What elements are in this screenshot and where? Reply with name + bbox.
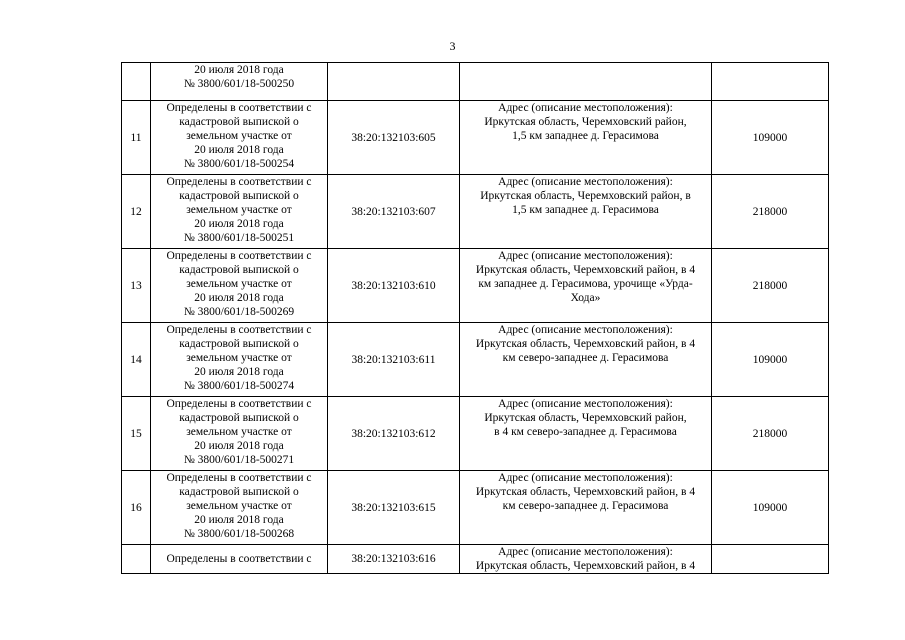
basis-line: Определены в соответствии с: [166, 250, 312, 262]
cadastral-number-cell: 38:20:132103:612: [328, 397, 460, 471]
basis-line: кадастровой выпиской о: [179, 338, 299, 350]
basis-line: кадастровой выпиской о: [179, 412, 299, 424]
basis-line: 20 июля 2018 года: [194, 366, 284, 378]
basis-cell: [151, 175, 328, 249]
value-cell: 109000: [712, 323, 829, 397]
row-number-cell: [122, 545, 151, 574]
address-line: Иркутская область, Черемховский район,: [484, 412, 687, 424]
address-cell: [460, 249, 712, 323]
cadastral-number-cell: 38:20:132103:610: [328, 249, 460, 323]
table-row: [122, 397, 829, 471]
address-line: Адрес (описание местоположения):: [498, 398, 673, 410]
address-cell: [460, 63, 712, 101]
basis-line: Определены в соответствии с: [166, 398, 312, 410]
address-cell: [460, 323, 712, 397]
row-number-cell: 12: [122, 175, 151, 249]
table-row: [122, 175, 829, 249]
basis-line: № 3800/601/18-500254: [183, 158, 295, 170]
value-cell: [712, 63, 829, 101]
table-body: [122, 63, 829, 574]
value-cell: 218000: [712, 175, 829, 249]
table-row: [122, 101, 829, 175]
cadastral-number-cell: 38:20:132103:611: [328, 323, 460, 397]
basis-line: кадастровой выпиской о: [179, 116, 299, 128]
address-line: Иркутская область, Черемховский район, в 4: [475, 486, 696, 498]
row-number-cell: 16: [122, 471, 151, 545]
address-cell: [460, 471, 712, 545]
basis-line: № 3800/601/18-500271: [183, 454, 295, 466]
basis-line: 20 июля 2018 года: [194, 440, 284, 452]
row-number-cell: [122, 63, 151, 101]
basis-line: кадастровой выпиской о: [179, 190, 299, 202]
basis-line: Определены в соответствии с: [166, 176, 312, 188]
basis-cell: [151, 323, 328, 397]
basis-line: Определены в соответствии с: [166, 472, 312, 484]
cadastral-number-cell: 38:20:132103:615: [328, 471, 460, 545]
basis-line: № 3800/601/18-500274: [183, 380, 295, 392]
basis-line: № 3800/601/18-500268: [183, 528, 295, 540]
row-number-cell: 13: [122, 249, 151, 323]
address-line: Иркутская область, Черемховский район, в: [480, 190, 691, 202]
address-line: Хода»: [570, 292, 601, 304]
page-number: 3: [449, 39, 456, 53]
address-line: км западнее д. Герасимова, урочище «Урда-: [478, 278, 693, 290]
address-line: км северо-западнее д. Герасимова: [502, 500, 669, 512]
address-line: Иркутская область, Черемховский район, в 4: [475, 560, 696, 572]
basis-cell: [151, 471, 328, 545]
land-plots-table: [121, 62, 829, 574]
basis-line: 20 июля 2018 года: [194, 514, 284, 526]
table-row: [122, 249, 829, 323]
basis-line: земельном участке от: [186, 500, 292, 512]
basis-line: 20 июля 2018 года: [194, 144, 284, 156]
value-cell: 218000: [712, 397, 829, 471]
basis-cell: [151, 101, 328, 175]
value-cell: 109000: [712, 101, 829, 175]
basis-line: земельном участке от: [186, 204, 292, 216]
basis-line: 20 июля 2018 года: [194, 64, 284, 76]
value-cell: 109000: [712, 471, 829, 545]
address-line: Адрес (описание местоположения):: [498, 250, 673, 262]
basis-line: № 3800/601/18-500250: [183, 78, 295, 90]
value-cell: 218000: [712, 249, 829, 323]
address-line: Иркутская область, Черемховский район,: [484, 116, 687, 128]
table-row: [122, 323, 829, 397]
basis-cell: [151, 545, 328, 574]
basis-cell: [151, 397, 328, 471]
basis-line: 20 июля 2018 года: [194, 292, 284, 304]
basis-line: № 3800/601/18-500251: [183, 232, 295, 244]
basis-line: кадастровой выпиской о: [179, 264, 299, 276]
basis-line: земельном участке от: [186, 130, 292, 142]
basis-line: Определены в соответствии с: [166, 102, 312, 114]
basis-line: земельном участке от: [186, 352, 292, 364]
cadastral-number-cell: [328, 63, 460, 101]
table-row-partial: [122, 545, 829, 574]
address-line: Адрес (описание местоположения):: [498, 324, 673, 336]
basis-cell: [151, 63, 328, 101]
basis-line: земельном участке от: [186, 426, 292, 438]
address-line: Адрес (описание местоположения):: [498, 176, 673, 188]
address-line: км северо-западнее д. Герасимова: [502, 352, 669, 364]
cadastral-number-cell: 38:20:132103:616: [328, 545, 460, 574]
address-cell: [460, 175, 712, 249]
basis-line: Определены в соответствии с: [166, 324, 312, 336]
basis-line: Определены в соответствии с: [166, 553, 312, 565]
address-line: 1,5 км западнее д. Герасимова: [512, 204, 659, 216]
address-line: Иркутская область, Черемховский район, в 4: [475, 338, 696, 350]
address-line: Иркутская область, Черемховский район, в 4: [475, 264, 696, 276]
row-number-cell: 14: [122, 323, 151, 397]
basis-line: № 3800/601/18-500269: [183, 306, 295, 318]
basis-line: 20 июля 2018 года: [194, 218, 284, 230]
table-row: [122, 471, 829, 545]
address-line: в 4 км северо-западнее д. Герасимова: [494, 426, 677, 438]
value-cell: [712, 545, 829, 574]
table-row-continued: [122, 63, 829, 101]
address-line: Адрес (описание местоположения):: [498, 102, 673, 114]
basis-line: земельном участке от: [186, 278, 292, 290]
row-number-cell: 15: [122, 397, 151, 471]
cadastral-number-cell: 38:20:132103:605: [328, 101, 460, 175]
cadastral-number-cell: 38:20:132103:607: [328, 175, 460, 249]
address-line: 1,5 км западнее д. Герасимова: [512, 130, 659, 142]
address-cell: [460, 545, 712, 574]
basis-cell: [151, 249, 328, 323]
address-line: Адрес (описание местоположения):: [498, 546, 673, 558]
address-line: Адрес (описание местоположения):: [498, 472, 673, 484]
address-cell: [460, 397, 712, 471]
basis-line: кадастровой выпиской о: [179, 486, 299, 498]
address-cell: [460, 101, 712, 175]
row-number-cell: 11: [122, 101, 151, 175]
